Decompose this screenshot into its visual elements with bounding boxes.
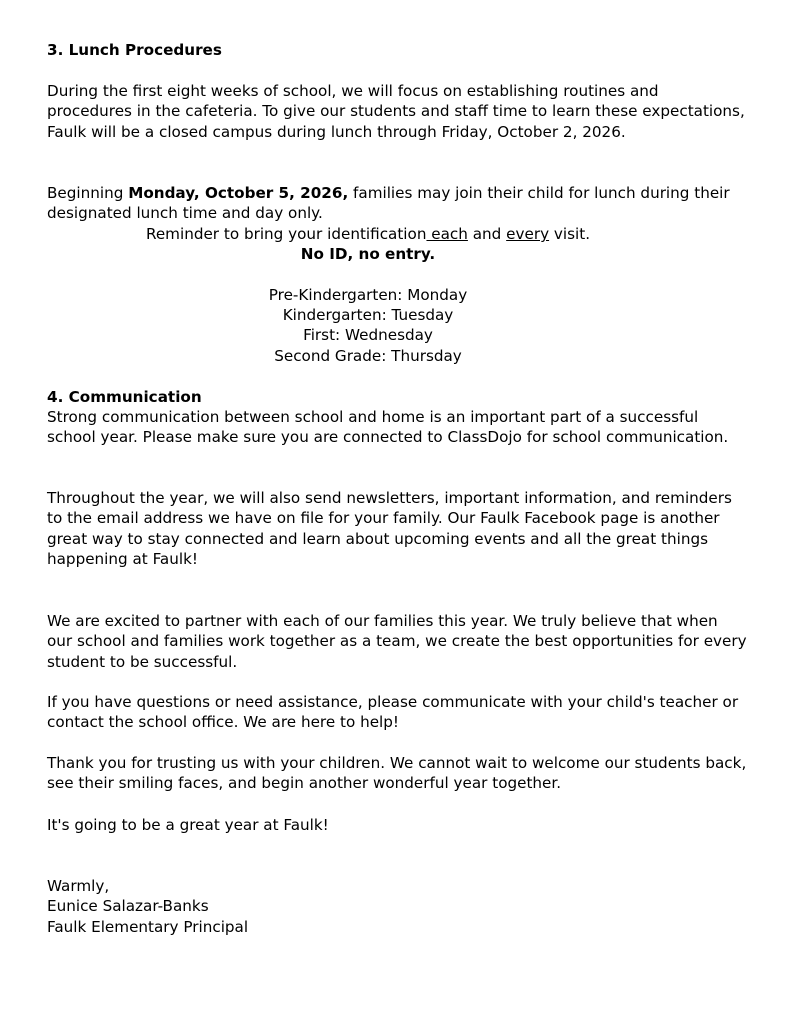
signature-title: Faulk Elementary Principal xyxy=(47,917,249,936)
schedule-item: Kindergarten: Tuesday xyxy=(282,306,454,324)
schedule-item: Pre-Kindergarten: Monday xyxy=(268,286,468,304)
reminder-each: each xyxy=(426,225,468,243)
closing-paragraph-4: It's going to be a great year at Faulk! xyxy=(47,816,329,834)
lunch-intro-paragraph: During the first eight weeks of school, we will focus on establishing routines and procedures in the cafeteria. To give our students and staff time to learn these expectations, Faulk will be a closed campus during lunch through Friday, October 2, 2026. xyxy=(47,82,745,141)
closing-paragraph-3: Thank you for trusting us with your children. We cannot wait to welcome our students back, see their smiling faces, and begin another wonderful year together. xyxy=(47,754,747,793)
reminder-every: every xyxy=(506,225,550,243)
schedule-item: First: Wednesday xyxy=(303,326,433,344)
closing-paragraph-1: We are excited to partner with each of our families this year. We truly believe that when our school and families work together as a team, we create the best opportunities for every student to be successful. xyxy=(47,612,747,671)
communication-paragraph-2: Throughout the year, we will also send newsletters, important information, and reminders to the email address we have on file for your family. Our Faulk Facebook page is another great way to stay connected and learn about upcoming events and all the great things happening at Faulk! xyxy=(47,489,732,569)
signature-salutation: Warmly, xyxy=(47,877,110,895)
signature-block xyxy=(47,876,747,937)
reminder-prefix: Reminder to bring your identification xyxy=(145,225,427,243)
schedule-item: Second Grade: Thursday xyxy=(274,347,462,365)
id-reminder xyxy=(0,224,736,244)
lunch-heading: 3. Lunch Procedures xyxy=(47,41,222,59)
communication-paragraph-1: Strong communication between school and home is an important part of a successful school year. Please make sure you are connected to ClassDojo for school communication. xyxy=(47,408,729,447)
no-id-notice: No ID, no entry. xyxy=(300,245,436,263)
reminder-suffix: visit. xyxy=(549,225,591,243)
closing-paragraph-2: If you have questions or need assistance, please communicate with your child's teacher or contact the school office. We are here to help! xyxy=(47,693,739,732)
lunch-beginning-paragraph xyxy=(47,183,747,224)
signature-name: Eunice Salazar-Banks xyxy=(47,897,209,916)
communication-heading: 4. Communication xyxy=(47,388,202,406)
beginning-date: Monday, October 5, 2026, xyxy=(128,184,349,202)
beginning-suffix: families may join their child for lunch during their designated lunch time and day only. xyxy=(47,184,730,223)
beginning-prefix: Beginning xyxy=(47,184,129,202)
reminder-and: and xyxy=(467,225,507,243)
